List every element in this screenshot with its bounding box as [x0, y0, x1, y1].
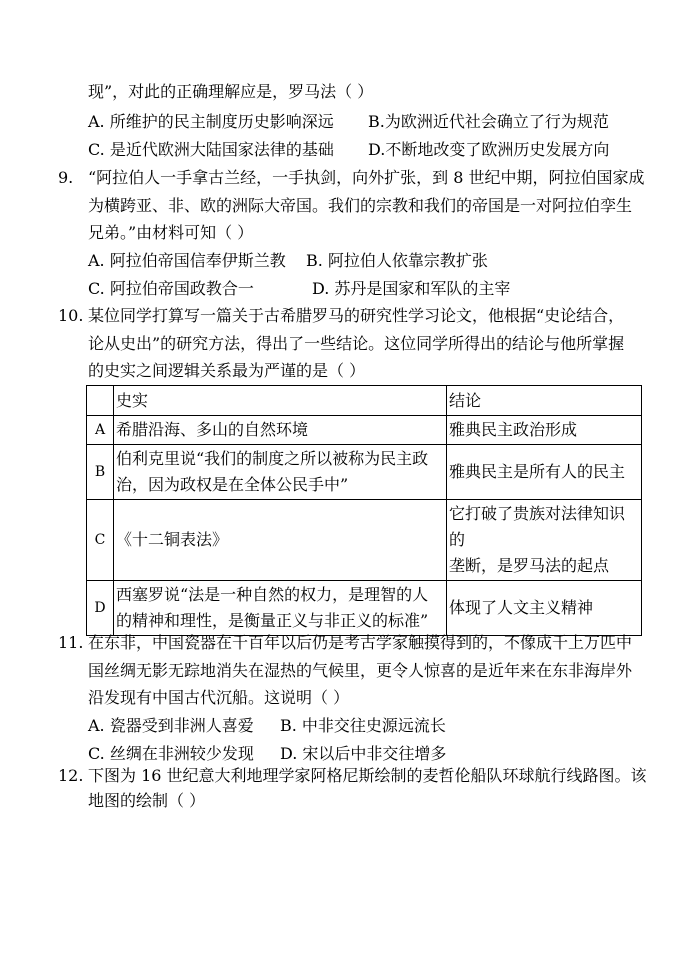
q9-option-a: A. 阿拉伯帝国信奉伊斯兰教	[88, 251, 286, 270]
q12-stem-line-1: 下图为 16 世纪意大利地理学家阿格尼斯绘制的麦哲伦船队环球航行线路图。该	[88, 766, 647, 785]
q10-table	[86, 385, 642, 636]
q10-number: 10.	[58, 306, 84, 325]
row-label: B	[87, 445, 114, 500]
row-conclusion-line: 雅典民主政治形成	[449, 420, 578, 439]
row-fact-line: 西塞罗说“法是一种自然的权力，是理智的人	[116, 585, 429, 604]
row-label: A	[87, 416, 114, 445]
table-row	[87, 581, 642, 636]
q12-number: 12.	[58, 766, 84, 785]
q9-stem-line-3: 兄弟。”由材料可知（ ）	[88, 223, 254, 242]
row-fact-line: 的精神和理性，是衡量正义与非正义的标准”	[116, 611, 429, 630]
q11-number: 11.	[58, 633, 84, 652]
row-label: C	[87, 500, 114, 581]
q11-stem-line-2: 国丝绸无影无踪地消失在湿热的气候里，更令人惊喜的是近年来在东非海岸外	[88, 661, 633, 680]
q10-stem-line-2: 论从史出”的研究方法，得出了一些结论。这位同学所得出的结论与他所掌握	[88, 334, 625, 353]
row-conclusion-line: 垄断，是罗马法的起点	[449, 556, 610, 575]
row-label: D	[87, 581, 114, 636]
table-header-conclusion: 结论	[447, 386, 642, 416]
row-fact	[114, 581, 447, 636]
q8-option-b: B.为欧洲近代社会确立了行为规范	[368, 112, 609, 131]
row-fact	[114, 500, 447, 581]
q11-option-d: D. 宋以后中非交往增多	[280, 744, 447, 763]
q10-stem-line-3: 的史实之间逻辑关系最为严谨的是（ ）	[88, 361, 366, 380]
q8-option-c: C. 是近代欧洲大陆国家法律的基础	[88, 140, 334, 159]
q8-option-a: A. 所维护的民主制度历史影响深远	[88, 112, 334, 131]
row-conclusion	[447, 581, 642, 636]
row-fact-line: 治，因为政权是在全体公民手中”	[116, 475, 349, 494]
row-fact-line: 《十二铜表法》	[116, 530, 229, 549]
q10-stem-line-1: 某位同学打算写一篇关于古希腊罗马的研究性学习论文，他根据“史论结合，	[88, 306, 625, 325]
q9-option-c: C. 阿拉伯帝国政教合一	[88, 279, 254, 298]
row-fact	[114, 416, 447, 445]
q9-option-d: D. 苏丹是国家和军队的主宰	[312, 279, 511, 298]
table-header-blank	[87, 386, 114, 416]
q9-option-b: B. 阿拉伯人依靠宗教扩张	[306, 251, 488, 270]
table-header-row	[87, 386, 642, 416]
row-fact-line: 伯利克里说“我们的制度之所以被称为民主政	[116, 449, 429, 468]
q11-option-c: C. 丝绸在非洲较少发现	[88, 744, 254, 763]
row-conclusion-line: 雅典民主是所有人的民主	[449, 462, 626, 481]
q11-stem-line-3: 沿发现有中国古代沉船。这说明（ ）	[88, 688, 350, 707]
table-row	[87, 445, 642, 500]
q9-stem-line-2: 为横跨亚、非、欧的洲际大帝国。我们的宗教和我们的帝国是一对阿拉伯孪生	[88, 196, 633, 215]
row-conclusion	[447, 500, 642, 581]
q11-option-b: B. 中非交往史源远流长	[280, 716, 446, 735]
row-conclusion-line: 它打破了贵族对法律知识的	[449, 504, 626, 549]
table-row	[87, 416, 642, 445]
q8-option-d: D.不断地改变了欧洲历史发展方向	[368, 140, 610, 159]
q9-number: 9.	[58, 168, 74, 187]
row-fact-line: 希腊沿海、多山的自然环境	[116, 420, 309, 439]
row-conclusion	[447, 445, 642, 500]
q11-option-a: A. 瓷器受到非洲人喜爱	[88, 716, 254, 735]
q8-stem-tail: 现”，对此的正确理解应是，罗马法（ ）	[88, 82, 374, 101]
row-conclusion	[447, 416, 642, 445]
q9-stem-line-1: “阿拉伯人一手拿古兰经，一手执剑，向外扩张，到 8 世纪中期，阿拉伯国家成	[88, 168, 645, 187]
q12-stem-line-2: 地图的绘制（ ）	[88, 791, 206, 810]
row-conclusion-line: 体现了人文主义精神	[449, 598, 594, 617]
q11-stem-line-1: 在东非，中国瓷器在千百年以后仍是考古学家触摸得到的，不像成千上万匹中	[88, 633, 633, 652]
row-fact	[114, 445, 447, 500]
table-row	[87, 500, 642, 581]
table-header-fact: 史实	[114, 386, 447, 416]
